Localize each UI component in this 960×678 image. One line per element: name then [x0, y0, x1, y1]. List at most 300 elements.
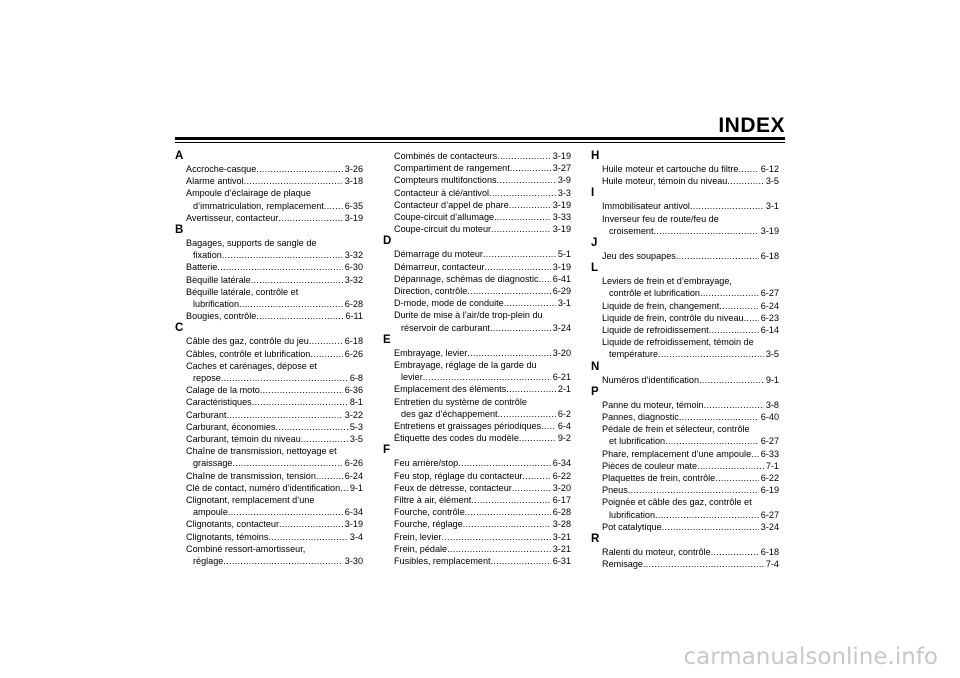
index-entry-text: des gaz d’échappement [401, 408, 498, 419]
dot-leader [442, 531, 551, 543]
dot-leader [704, 399, 764, 411]
dot-leader [221, 372, 348, 384]
index-entry-text: Entretien du système de contrôle [394, 396, 527, 407]
index-entry-text: Fourche, contrôle [394, 507, 465, 518]
index-entry-page: 6-34 [552, 458, 571, 469]
index-entry-text: d’immatriculation, remplacement [193, 200, 324, 211]
index-entry-text: Frein, levier [394, 531, 442, 542]
index-entry [591, 250, 779, 262]
index-section-letter: J [591, 237, 598, 250]
index-entry-text: Coupe-circuit d’allumage [394, 212, 495, 223]
index-entry-text: croisement [609, 225, 654, 236]
index-entry-page: 3-4 [349, 531, 363, 542]
index-entry-text: Frein, pédale [394, 543, 448, 554]
index-entry-text: Combiné ressort-amortisseur, [186, 543, 306, 554]
index-entry-page: 3-30 [344, 556, 363, 567]
index-entry [591, 374, 779, 386]
dot-leader [316, 470, 343, 482]
index-entry-page: 6-27 [760, 288, 779, 299]
index-entry-page: 6-19 [760, 485, 779, 496]
index-entry-text: Liquide de refroidissement, témoin de [602, 337, 754, 348]
index-entry-page: 3-19 [552, 199, 571, 210]
dot-leader [738, 163, 758, 175]
index-entry-page: 3-5 [765, 349, 779, 360]
index-entry-text: Huile moteur, témoin du niveau [602, 176, 728, 187]
index-entry [175, 384, 363, 396]
index-entry [591, 175, 779, 187]
index-entry-text: Câble des gaz, contrôle du jeu [186, 336, 309, 347]
index-entry-text: Démarreur, contacteur [394, 261, 485, 272]
index-entry-page: 6-18 [760, 251, 779, 262]
index-entry [175, 237, 363, 261]
index-entry-text: Feu arrière/stop [394, 458, 459, 469]
index-entry [591, 163, 779, 175]
index-entry-page: 3-22 [344, 409, 363, 420]
dot-leader [494, 211, 551, 223]
index-entry [383, 199, 571, 211]
dot-leader [491, 555, 551, 567]
dot-leader [679, 411, 759, 423]
index-entry-text: Direction, contrôle [394, 286, 468, 297]
index-entry-text: Liquide de refroidissement [602, 325, 709, 336]
index-entry-text: Caractéristiques [186, 397, 252, 408]
index-title: INDEX [718, 114, 785, 137]
index-entry [383, 150, 571, 162]
dot-leader [497, 150, 551, 162]
index-section-letter: L [591, 262, 599, 275]
dot-leader [228, 506, 343, 518]
index-entry-page: 3-9 [557, 175, 571, 186]
index-entry-page: 3-19 [344, 212, 363, 223]
index-entry-text: réservoir de carburant [401, 322, 490, 333]
index-entry-text: Durite de mise à l’air/de trop-plein du [394, 310, 543, 321]
index-entry [591, 213, 779, 237]
index-entry-text: Alarme antivol [186, 176, 244, 187]
dot-leader [467, 347, 551, 359]
dot-leader [541, 420, 556, 432]
index-entry-page: 6-26 [344, 348, 363, 359]
index-entry [383, 347, 571, 359]
dot-leader [471, 494, 550, 506]
index-entry-page: 6-27 [760, 509, 779, 520]
index-entry [383, 187, 571, 199]
index-entry [383, 396, 571, 420]
index-entry-page: 6-14 [760, 325, 779, 336]
index-entry [175, 543, 363, 567]
dot-leader [506, 383, 556, 395]
index-entry-text: Remisage [602, 559, 643, 570]
index-entry-page: 9-1 [765, 374, 779, 385]
index-section-letter: C [175, 322, 184, 335]
index-entry [591, 521, 779, 533]
dot-leader [715, 472, 759, 484]
index-entry-page: 3-28 [552, 519, 571, 530]
index-entry-page: 6-29 [552, 286, 571, 297]
index-entry [175, 163, 363, 175]
index-entry-page: 6-28 [552, 507, 571, 518]
dot-leader [700, 287, 759, 299]
index-entry-text: Démarrage du moteur [394, 249, 483, 260]
index-entry [175, 518, 363, 530]
index-entry-text: Chaîne de transmission, nettoyage et [186, 446, 337, 457]
index-entry-text: Pot catalytique [602, 521, 662, 532]
index-entry [591, 300, 779, 312]
index-entry-text: Bougies, contrôle [186, 311, 257, 322]
dot-leader [256, 310, 343, 322]
index-column-3 [591, 150, 779, 570]
index-entry-text: Emplacement des éléments [394, 384, 507, 395]
index-entry-page: 6-30 [344, 262, 363, 273]
index-section-letter: P [591, 385, 599, 398]
index-entry [591, 411, 779, 423]
index-entry [591, 336, 779, 360]
index-entry-text: levier [401, 372, 423, 383]
dot-leader [658, 348, 764, 360]
index-entry-text: contrôle et lubrification [609, 288, 700, 299]
index-entry-text: Batterie [186, 262, 218, 273]
index-entry [383, 162, 571, 174]
index-entry [383, 518, 571, 530]
index-entry [591, 472, 779, 484]
index-entry-page: 6-31 [552, 556, 571, 567]
index-entry-page: 3-5 [765, 176, 779, 187]
index-section-letter: D [383, 235, 392, 248]
index-entry [383, 285, 571, 297]
index-entry-page: 3-1 [765, 201, 779, 212]
dot-leader [483, 248, 556, 260]
index-entry-text: Pneus [602, 485, 628, 496]
index-entry [383, 248, 571, 260]
title-rule-thick [175, 137, 785, 140]
index-entry-text: Feu stop, réglage du contacteur [394, 470, 523, 481]
dot-leader [217, 261, 342, 273]
index-entry-page: 5-1 [557, 249, 571, 260]
index-entry-text: Liquide de frein, contrôle du niveau [602, 312, 744, 323]
index-entry-page: 3-3 [557, 187, 571, 198]
index-entry [591, 448, 779, 460]
index-entry [175, 396, 363, 408]
dot-leader [662, 521, 759, 533]
dot-leader [504, 297, 556, 309]
index-entry-text: Étiquette des codes du modèle [394, 433, 519, 444]
dot-leader [489, 187, 556, 199]
dot-leader [252, 396, 348, 408]
index-entry-page: 6-26 [344, 458, 363, 469]
dot-leader [697, 460, 764, 472]
index-entry-page: 8-1 [349, 397, 363, 408]
dot-leader [665, 435, 759, 447]
index-entry-text: Filtre à air, élément [394, 495, 472, 506]
dot-leader [244, 175, 343, 187]
index-entry-text: repose [193, 373, 221, 384]
index-entry-page: 6-18 [344, 336, 363, 347]
index-entry-page: 3-19 [552, 261, 571, 272]
index-entry [591, 200, 779, 212]
index-entry [175, 360, 363, 384]
index-entry-text: réglage [193, 556, 224, 567]
index-entry [591, 496, 779, 520]
index-entry-text: Pièces de couleur mate [602, 460, 698, 471]
index-entry-text: D-mode, mode de conduite [394, 298, 504, 309]
index-entry-page: 3-24 [552, 322, 571, 333]
index-entry-page: 7-1 [765, 460, 779, 471]
index-entry-text: Numéros d’identification [602, 374, 700, 385]
dot-leader [522, 470, 550, 482]
index-entry [175, 409, 363, 421]
index-section-letter: A [175, 150, 184, 162]
dot-leader [751, 448, 759, 460]
index-entry-text: Fusibles, remplacement [394, 556, 491, 567]
dot-leader [324, 200, 343, 212]
index-entry [175, 212, 363, 224]
index-entry [175, 433, 363, 445]
index-entry-text: lubrification [193, 299, 239, 310]
index-entry-text: Ralenti du moteur, contrôle [602, 547, 711, 558]
index-entry [175, 482, 363, 494]
index-section-letter: H [591, 150, 600, 162]
dot-leader [310, 348, 342, 360]
index-entry-text: Clignotant, remplacement d’une [186, 495, 315, 506]
index-entry [383, 383, 571, 395]
index-entry-text: Plaquettes de frein, contrôle [602, 473, 716, 484]
index-entry-text: Chaîne de transmission, tension [186, 470, 316, 481]
dot-leader [498, 408, 556, 420]
dot-leader [226, 409, 342, 421]
index-entry-text: Compartiment de rangement [394, 163, 510, 174]
dot-leader [256, 163, 343, 175]
index-entry-text: Embrayage, réglage de la garde du [394, 360, 537, 371]
index-entry-page: 3-32 [344, 274, 363, 285]
index-entry-text: Clé de contact, numéro d’identification [186, 482, 341, 493]
index-entry [175, 175, 363, 187]
index-entry-page: 3-5 [349, 434, 363, 445]
dot-leader [643, 558, 764, 570]
index-entry [591, 484, 779, 496]
index-entry [175, 445, 363, 469]
index-entry [383, 297, 571, 309]
watermark: carmanualsonline.info [683, 644, 938, 670]
index-entry [591, 324, 779, 336]
index-entry [383, 543, 571, 555]
index-entry-page: 6-40 [760, 412, 779, 423]
dot-leader [232, 457, 342, 469]
index-section-letter: F [383, 444, 391, 457]
dot-leader [251, 274, 343, 286]
index-entry-text: Avertisseur, contacteur [186, 212, 279, 223]
dot-leader [727, 175, 763, 187]
index-column-2 [383, 150, 571, 567]
dot-leader [268, 531, 347, 543]
index-entry-text: Clignotants, contacteur [186, 519, 280, 530]
index-entry-page: 3-26 [344, 164, 363, 174]
index-entry [383, 506, 571, 518]
index-entry [383, 223, 571, 235]
index-entry [175, 187, 363, 211]
index-entry-page: 3-21 [552, 531, 571, 542]
index-section-letter: R [591, 533, 600, 546]
dot-leader [309, 335, 343, 347]
dot-leader [509, 199, 551, 211]
dot-leader [260, 384, 343, 396]
index-section-letter: N [591, 360, 600, 373]
index-entry-text: Dépannage, schémas de diagnostic [394, 273, 539, 284]
title-rule-thin [175, 142, 785, 143]
index-entry-text: Liquide de frein, changement [602, 300, 720, 311]
dot-leader [628, 484, 759, 496]
index-entry-page: 6-33 [760, 448, 779, 459]
index-entry-page: 6-24 [344, 470, 363, 481]
index-entry-text: Béquille latérale [186, 274, 251, 285]
index-entry-text: Leviers de frein et d’embrayage, [602, 276, 732, 287]
index-entry [175, 274, 363, 286]
index-entry-text: Contacteur d’appel de phare [394, 199, 509, 210]
index-entry-text: Fourche, réglage [394, 519, 463, 530]
dot-leader [279, 518, 343, 530]
index-entry-page: 3-19 [344, 519, 363, 530]
index-entry-text: Carburant, économies [186, 421, 276, 432]
index-entry-text: Phare, remplacement d’une ampoule [602, 448, 752, 459]
dot-leader [447, 543, 551, 555]
index-section-letter: I [591, 187, 595, 200]
dot-leader [510, 162, 551, 174]
index-entry-page: 7-4 [765, 559, 779, 570]
index-entry-text: Poignée et câble des gaz, contrôle et [602, 497, 752, 508]
index-entry-text: Inverseur feu de route/feu de [602, 213, 719, 224]
dot-leader [690, 200, 764, 212]
index-entry-page: 9-1 [349, 482, 363, 493]
index-entry [383, 457, 571, 469]
index-entry-text: Ampoule d’éclairage de plaque [186, 188, 311, 199]
index-entry [175, 531, 363, 543]
index-entry [591, 399, 779, 411]
index-entry [591, 558, 779, 570]
index-entry-page: 6-18 [760, 547, 779, 558]
index-entry [383, 482, 571, 494]
index-column-1 [175, 150, 363, 567]
index-entry-page: 3-32 [344, 250, 363, 261]
index-entry-text: Caches et carénages, dépose et [186, 360, 317, 371]
index-entry [383, 432, 571, 444]
index-section-letter: B [175, 224, 184, 237]
index-entry-page: 6-27 [760, 436, 779, 447]
dot-leader [655, 509, 759, 521]
index-entry-text: Clignotants, témoins [186, 531, 269, 542]
index-entry-text: Pédale de frein et sélecteur, contrôle [602, 424, 750, 435]
dot-leader [458, 457, 551, 469]
index-entry-text: Pannes, diagnostic [602, 412, 679, 423]
index-entry-text: ampoule [193, 507, 228, 518]
index-entry [591, 546, 779, 558]
index-entry-text: lubrification [609, 509, 655, 520]
dot-leader [676, 250, 759, 262]
index-entry [591, 423, 779, 447]
index-entry [175, 421, 363, 433]
index-entry [175, 286, 363, 310]
index-entry [175, 470, 363, 482]
dot-leader [497, 174, 556, 186]
index-entry-page: 3-24 [760, 521, 779, 532]
index-entry-page: 3-18 [344, 176, 363, 187]
dot-leader [423, 371, 551, 383]
index-entry [383, 174, 571, 186]
dot-leader [699, 374, 764, 386]
index-entry [383, 531, 571, 543]
index-entry [383, 494, 571, 506]
index-entry-page: 3-1 [557, 298, 571, 309]
index-entry-page: 6-41 [552, 273, 571, 284]
dot-leader [519, 432, 556, 444]
index-entry [383, 273, 571, 285]
index-entry [175, 348, 363, 360]
index-entry-text: Feux de détresse, contacteur [394, 482, 512, 493]
dot-leader [463, 518, 551, 530]
index-entry-page: 6-35 [344, 200, 363, 211]
index-entry-page: 2-1 [557, 384, 571, 395]
index-entry [383, 309, 571, 333]
index-entry-page: 6-36 [344, 385, 363, 396]
dot-leader [275, 421, 347, 433]
index-entry-page: 6-34 [344, 507, 363, 518]
index-entry-text: Coupe-circuit du moteur [394, 224, 492, 235]
index-entry-page: 6-17 [552, 495, 571, 506]
index-entry [383, 211, 571, 223]
index-entry-text: Accroche-casque [186, 164, 257, 174]
index-entry-page: 9-2 [557, 433, 571, 444]
dot-leader [653, 225, 758, 237]
index-entry-text: Compteurs multifonctions [394, 175, 497, 186]
dot-leader [512, 482, 551, 494]
index-entry [175, 261, 363, 273]
index-entry-page: 3-20 [552, 482, 571, 493]
index-entry-text: Carburant, témoin du niveau [186, 434, 301, 445]
dot-leader [340, 482, 348, 494]
index-entry-page: 3-27 [552, 163, 571, 174]
dot-leader [744, 312, 759, 324]
index-entry [175, 310, 363, 322]
index-entry-text: Calage de la moto [186, 385, 260, 396]
index-entry [383, 555, 571, 567]
index-entry-text: Jeu des soupapes [602, 251, 676, 262]
index-entry-text: Combinés de contacteurs [394, 151, 498, 161]
index-entry-page: 6-2 [557, 408, 571, 419]
dot-leader [278, 212, 342, 224]
index-entry-page: 3-19 [552, 224, 571, 235]
index-entry-page: 6-23 [760, 312, 779, 323]
index-entry-page: 6-22 [760, 473, 779, 484]
index-entry-text: Embrayage, levier [394, 347, 468, 358]
dot-leader [467, 285, 551, 297]
dot-leader [539, 273, 551, 285]
index-entry-text: Câbles, contrôle et lubrification [186, 348, 311, 359]
index-entry-page: 3-19 [552, 151, 571, 161]
index-entry [591, 460, 779, 472]
index-entry-page: 3-8 [765, 399, 779, 410]
index-entry-page: 6-24 [760, 300, 779, 311]
index-entry-text: graissage [193, 458, 233, 469]
index-entry-page: 6-11 [345, 311, 363, 322]
index-entry-page: 6-22 [552, 470, 571, 481]
index-entry [383, 261, 571, 273]
dot-leader [709, 324, 759, 336]
index-entry-page: 3-20 [552, 347, 571, 358]
index-entry-page: 5-3 [349, 421, 363, 432]
index-entry-text: Carburant [186, 409, 227, 420]
index-entry-page: 6-21 [552, 372, 571, 383]
dot-leader [491, 223, 551, 235]
index-entry-text: Contacteur à clé/antivol [394, 187, 490, 198]
index-entry-text: Huile moteur et cartouche du filtre [602, 164, 739, 174]
index-entry [175, 494, 363, 518]
